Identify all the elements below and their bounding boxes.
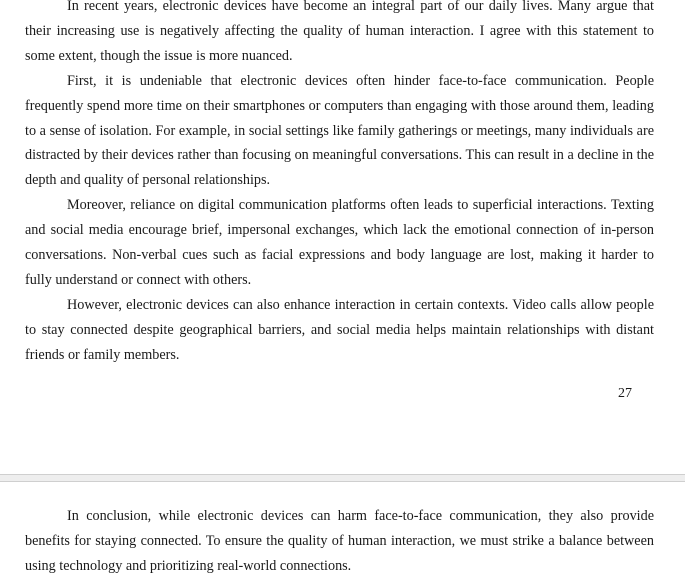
page-separator [0,474,685,482]
document-page-28 [0,482,685,579]
paragraph-first-argument: First, it is undeniable that electronic devices often hinder face-to-face communication. People frequently spend more time on their smartphones or computers than engaging with those around them, leading to a sense of isolation. For example, in social settings like family gatherings or meetings, many individuals are distracted by their devices rather than focusing on meaningful conversations. This can result in a decline in the depth and quality of personal relationships. [25,72,654,189]
paragraph-second-argument: Moreover, reliance on digital communication platforms often leads to superficial interactions. Texting and social media encourage brief, impersonal exchanges, which lack the emotional connection of in-person conversations. Non-verbal cues such as facial expressions and body language are lost, making it harder to fully understand or connect with others. [25,197,654,288]
page-body [25,0,654,368]
page-number: 27 [618,386,632,401]
paragraph-conclusion: In conclusion, while electronic devices can harm face-to-face communication, they also provide benefits for staying connected. To ensure the quality of human interaction, we must strike a balance between using technology and prioritizing real-world connections. [25,508,654,574]
paragraph-counter-argument: However, electronic devices can also enhance interaction in certain contexts. Video calls allow people to stay connected despite geographical barriers, and social media helps maintain relationships with distant friends or family members. [25,296,654,363]
paragraph-introduction: In recent years, electronic devices have become an integral part of our daily lives. Many argue that their increasing use is negatively affecting the quality of human interaction. I agree with this statement to some extent, though the issue is more nuanced. [25,0,654,64]
page-body [25,504,654,579]
